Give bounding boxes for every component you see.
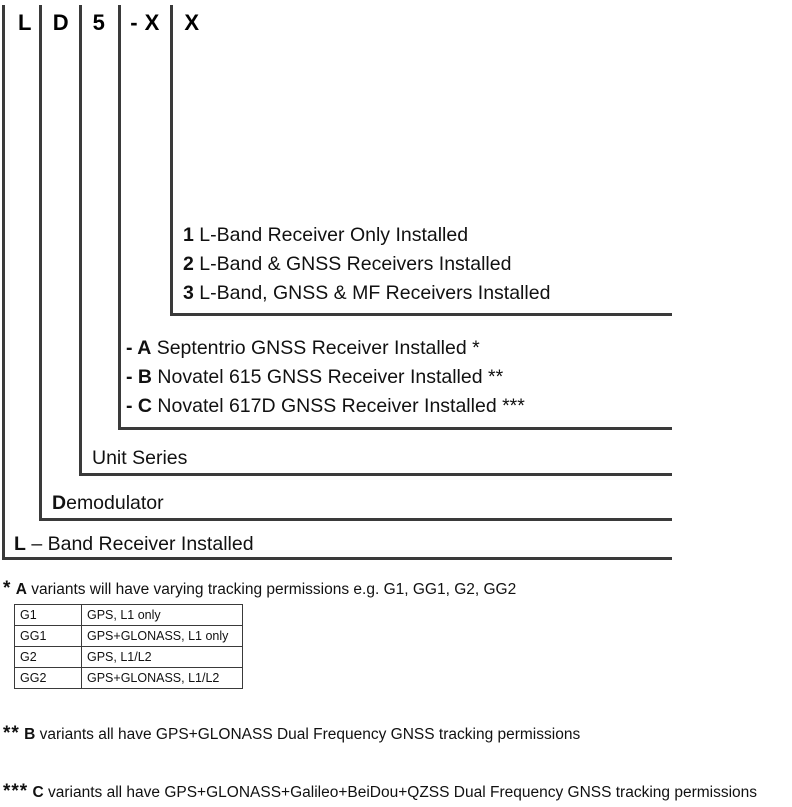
footnote-2 bbox=[3, 723, 580, 745]
l-band-receiver-label bbox=[14, 530, 254, 559]
footnote-3-text: variants all have GPS+GLONASS+Galileo+BeiDou+QZSS Dual Frequency GNSS tracking permissions bbox=[43, 784, 758, 801]
option-code-2: 2 bbox=[183, 253, 194, 275]
code-segment-3: 5 bbox=[92, 10, 106, 35]
demodulator-label-rest: emodulator bbox=[66, 492, 164, 514]
variant-row-b bbox=[126, 363, 525, 392]
leader-line-receiver-config bbox=[170, 5, 173, 315]
variants-table bbox=[14, 604, 243, 689]
leader-line-unit-series bbox=[79, 5, 82, 475]
leader-rule-gnss-variant bbox=[118, 427, 672, 430]
variant-footnote-marker-c: *** bbox=[502, 395, 525, 417]
footnote-2-bold: B bbox=[24, 726, 36, 743]
demodulator-label bbox=[52, 489, 164, 518]
code-segment-1: L bbox=[18, 10, 32, 35]
leader-line-l-band-receiver bbox=[2, 5, 5, 559]
footnote-1 bbox=[3, 578, 516, 600]
option-row-1 bbox=[183, 221, 550, 250]
table-row bbox=[15, 605, 243, 626]
variant-description-cell: GPS+GLONASS, L1 only bbox=[82, 626, 243, 647]
option-text-2: L-Band & GNSS Receivers Installed bbox=[199, 253, 512, 275]
option-text-1: L-Band Receiver Only Installed bbox=[199, 224, 469, 246]
table-row bbox=[15, 626, 243, 647]
variant-code-b: - B bbox=[126, 366, 152, 388]
code-segment-4: - X bbox=[130, 10, 160, 35]
demodulator-label-initial: D bbox=[52, 492, 67, 514]
variant-text-b: Novatel 615 GNSS Receiver Installed bbox=[157, 366, 483, 388]
option-row-3 bbox=[183, 279, 550, 308]
leader-line-demodulator bbox=[39, 5, 42, 520]
table-row bbox=[15, 647, 243, 668]
leader-rule-unit-series bbox=[79, 473, 672, 476]
receiver-config-options bbox=[183, 221, 550, 308]
option-code-3: 3 bbox=[183, 282, 194, 304]
option-code-1: 1 bbox=[183, 224, 194, 246]
code-segment-5: X bbox=[184, 10, 200, 35]
footnote-3 bbox=[3, 781, 757, 803]
code-segment-2: D bbox=[52, 10, 70, 35]
variant-description-cell: GPS, L1/L2 bbox=[82, 647, 243, 668]
variant-code-cell: G1 bbox=[15, 605, 82, 626]
leader-rule-demodulator bbox=[39, 518, 672, 521]
variant-row-a bbox=[126, 334, 525, 363]
footnote-1-text: variants will have varying tracking permissions e.g. G1, GG1, G2, GG2 bbox=[26, 581, 517, 598]
table-row bbox=[15, 668, 243, 689]
footnote-1-marker: * bbox=[3, 578, 12, 599]
option-text-3: L-Band, GNSS & MF Receivers Installed bbox=[199, 282, 551, 304]
unit-series-label: Unit Series bbox=[92, 447, 188, 469]
variant-row-c bbox=[126, 392, 525, 421]
footnote-2-marker: ** bbox=[3, 723, 20, 744]
variant-code-cell: GG2 bbox=[15, 668, 82, 689]
variant-code-cell: G2 bbox=[15, 647, 82, 668]
footnote-3-marker: *** bbox=[3, 781, 29, 802]
option-row-2 bbox=[183, 250, 550, 279]
l-band-label-initial: L bbox=[14, 533, 26, 555]
variant-text-c: Novatel 617D GNSS Receiver Installed bbox=[157, 395, 497, 417]
variant-description-cell: GPS, L1 only bbox=[82, 605, 243, 626]
variant-footnote-marker-b: ** bbox=[488, 366, 504, 388]
variant-description-cell: GPS+GLONASS, L1/L2 bbox=[82, 668, 243, 689]
footnote-3-bold: C bbox=[32, 784, 44, 801]
footnote-1-bold: A bbox=[15, 581, 27, 598]
gnss-variant-options bbox=[126, 334, 525, 421]
variant-footnote-marker-a: * bbox=[472, 337, 480, 359]
leader-rule-receiver-config bbox=[170, 313, 672, 316]
variant-code-cell: GG1 bbox=[15, 626, 82, 647]
variant-code-c: - C bbox=[126, 395, 152, 417]
footnote-2-text: variants all have GPS+GLONASS Dual Frequency GNSS tracking permissions bbox=[35, 726, 581, 743]
variant-code-a: - A bbox=[126, 337, 152, 359]
variant-text-a: Septentrio GNSS Receiver Installed bbox=[156, 337, 467, 359]
l-band-label-rest: – Band Receiver Installed bbox=[25, 533, 254, 555]
leader-line-gnss-variant bbox=[118, 5, 121, 429]
